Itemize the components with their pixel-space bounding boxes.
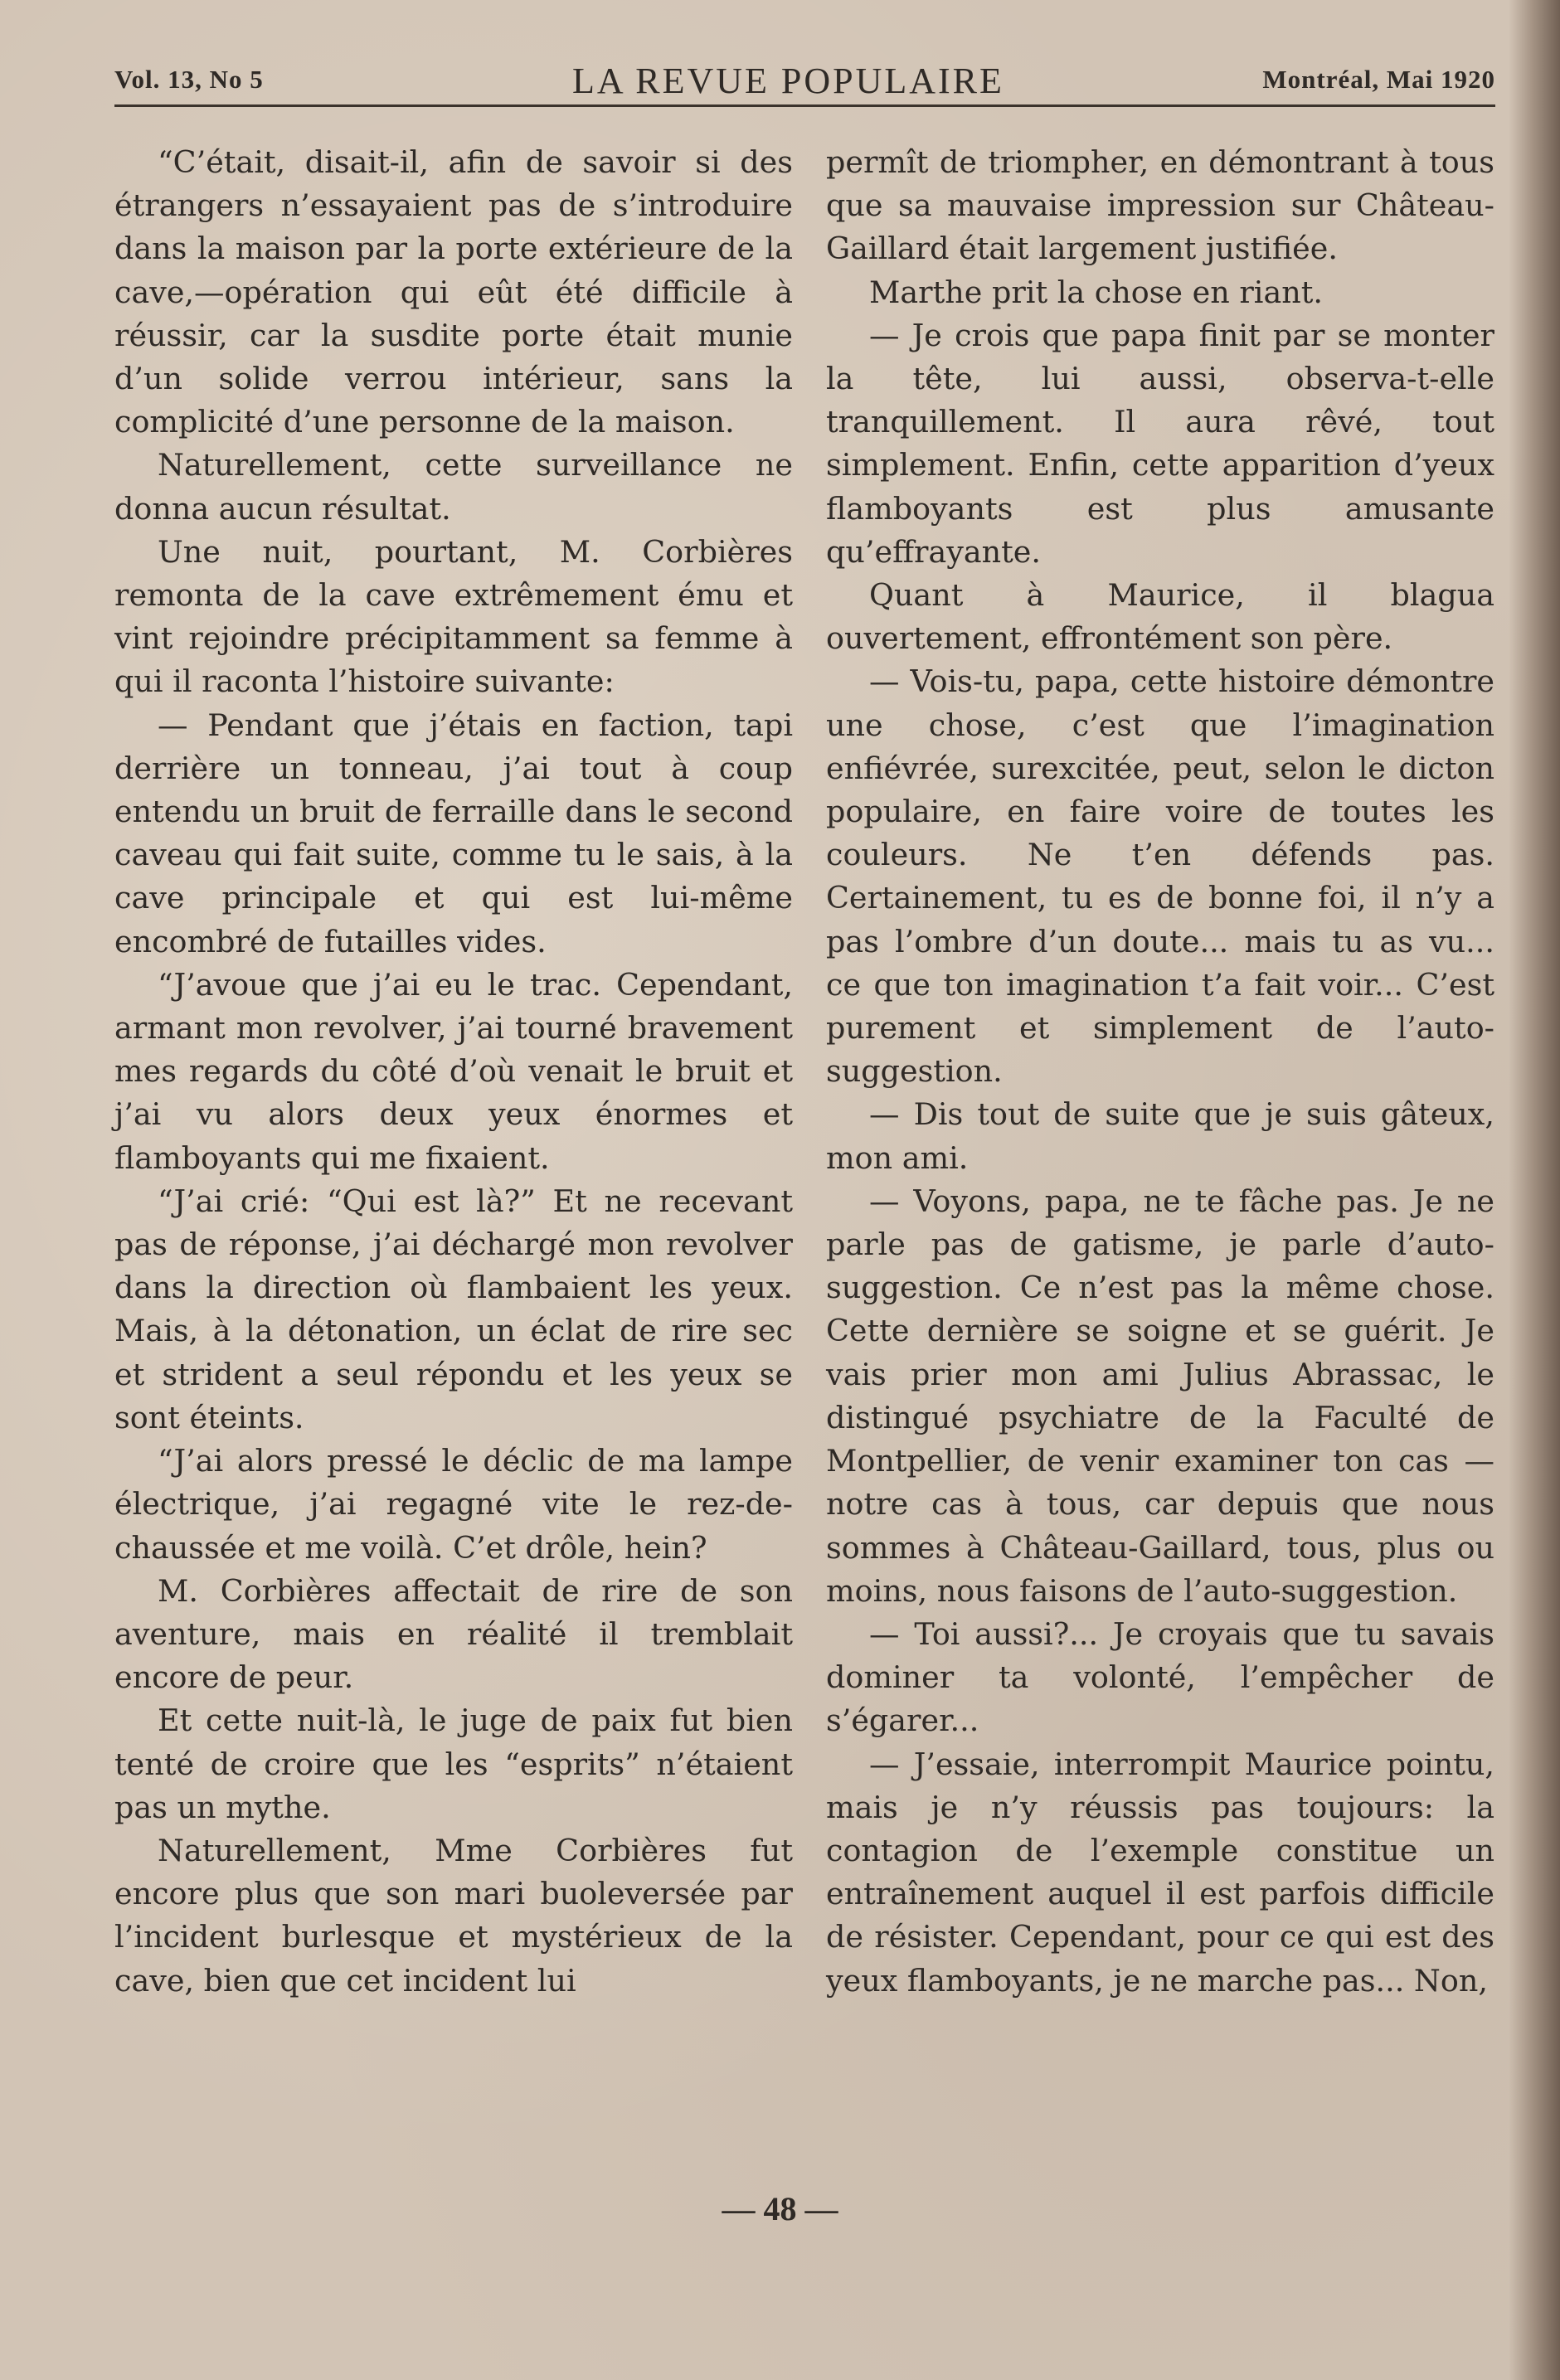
- paragraph: — Pendant que j’étais en faction, tapi derrière un tonneau, j’ai tout à coup entendu un bruit de ferraille dans le second caveau qui fait suite, comme tu le sais, à la cave principale et qui est lui-même encombré de futailles vides.: [114, 707, 793, 959]
- paragraph: — Voyons, papa, ne te fâche pas. Je ne parle pas de gatisme, je parle d’auto-suggestion. Ce n’est pas la même chose. Cette dernière se soigne et se guérit. Je vais prier mon ami Julius Abrassac, le distingué psychiatre de la Faculté de Montpellier, de venir examiner ton cas — notre cas à tous, car depuis que nous sommes à Château-Gaillard, tous, plus ou moins, nous faisons de l’auto-suggestion.: [826, 1183, 1494, 1609]
- header-rule: [114, 104, 1495, 107]
- left-column: [114, 141, 793, 2003]
- paragraph: Naturellement, Mme Corbières fut encore plus que son mari buoleversée par l’incident burlesque et mystérieux de la cave, bien que cet incident lui: [114, 1832, 793, 1999]
- volume-number: Vol. 13, No 5: [114, 65, 264, 94]
- paragraph: M. Corbières affectait de rire de son aventure, mais en réalité il tremblait encore de peur.: [114, 1572, 793, 1696]
- paragraph: “J’ai alors pressé le déclic de ma lampe électrique, j’ai regagné vite le rez-de-chaussée et me voilà. C’et drôle, hein?: [114, 1443, 793, 1566]
- publication-title: LA REVUE POPULAIRE: [572, 61, 1004, 101]
- paragraph: Naturellement, cette surveillance ne donna aucun résultat.: [114, 447, 793, 527]
- page-number: — 48 —: [722, 2190, 838, 2227]
- paragraph: — Dis tout de suite que je suis gâteux, mon ami.: [826, 1096, 1494, 1176]
- paragraph: — J’essaie, interrompit Maurice pointu, mais je n’y réussis pas toujours: la contagion de l’exemple constitue un entraînement auquel il est parfois difficile de résister. Cependant, pour ce qui est des yeux flamboyants, je ne marche pas... Non,: [826, 1746, 1494, 1999]
- paragraph: “J’avoue que j’ai eu le trac. Cependant, armant mon revolver, j’ai tourné bravement mes regards du côté d’où venait le bruit et j’ai vu alors deux yeux énormes et flamboyants qui me fixaient.: [114, 966, 793, 1176]
- right-column: [826, 141, 1494, 2003]
- paragraph: — Je crois que papa finit par se monter la tête, lui aussi, observa-t-elle tranquillement. Il aura rêvé, tout simplement. Enfin, cette apparition d’yeux flamboyants est plus amusante qu’effrayante.: [826, 317, 1494, 570]
- paragraph: “C’était, disait-il, afin de savoir si des étrangers n’essayaient pas de s’introduire dans la maison par la porte extérieure de la cave,—opération qui eût été difficile à réussir, car la susdite porte était munie d’un solide verrou intérieur, sans la complicité d’une personne de la maison.: [114, 144, 793, 440]
- paragraph: — Vois-tu, papa, cette histoire démontre une chose, c’est que l’imagination enfiévrée, surexcitée, peut, selon le dicton populaire, en faire voire de toutes les couleurs. Ne t’en défends pas. Certainement, tu es de bonne foi, il n’y a pas l’ombre d’un doute... mais tu as vu... ce que ton imagination t’a fait voir... C’est purement et simplement de l’auto-suggestion.: [826, 663, 1494, 1090]
- issue-date: Montréal, Mai 1920: [1262, 65, 1495, 94]
- paragraph: permît de triompher, en démontrant à tous que sa mauvaise impression sur Château-Gaillard était largement justifiée.: [826, 144, 1494, 267]
- page-header: [114, 60, 1495, 106]
- paragraph: Une nuit, pourtant, M. Corbières remonta de la cave extrêmement ému et vint rejoindre précipitamment sa femme à qui il raconta l’histoire suivante:: [114, 533, 793, 700]
- paragraph: — Toi aussi?... Je croyais que tu savais dominer ta volonté, l’empêcher de s’égarer...: [826, 1615, 1494, 1739]
- paragraph: Quant à Maurice, il blagua ouvertement, effrontément son père.: [826, 577, 1494, 657]
- paragraph: “J’ai crié: “Qui est là?” Et ne recevant pas de réponse, j’ai déchargé mon revolver dans la direction où flambaient les yeux. Mais, à la détonation, un éclat de rire sec et strident a seul répondu et les yeux se sont éteints.: [114, 1183, 793, 1435]
- paragraph: Et cette nuit-là, le juge de paix fut bien tenté de croire que les “esprits” n’étaient pas un mythe.: [114, 1702, 793, 1825]
- paragraph: Marthe prit la chose en riant.: [869, 274, 1323, 310]
- page-edge-shadow: [1509, 0, 1560, 2380]
